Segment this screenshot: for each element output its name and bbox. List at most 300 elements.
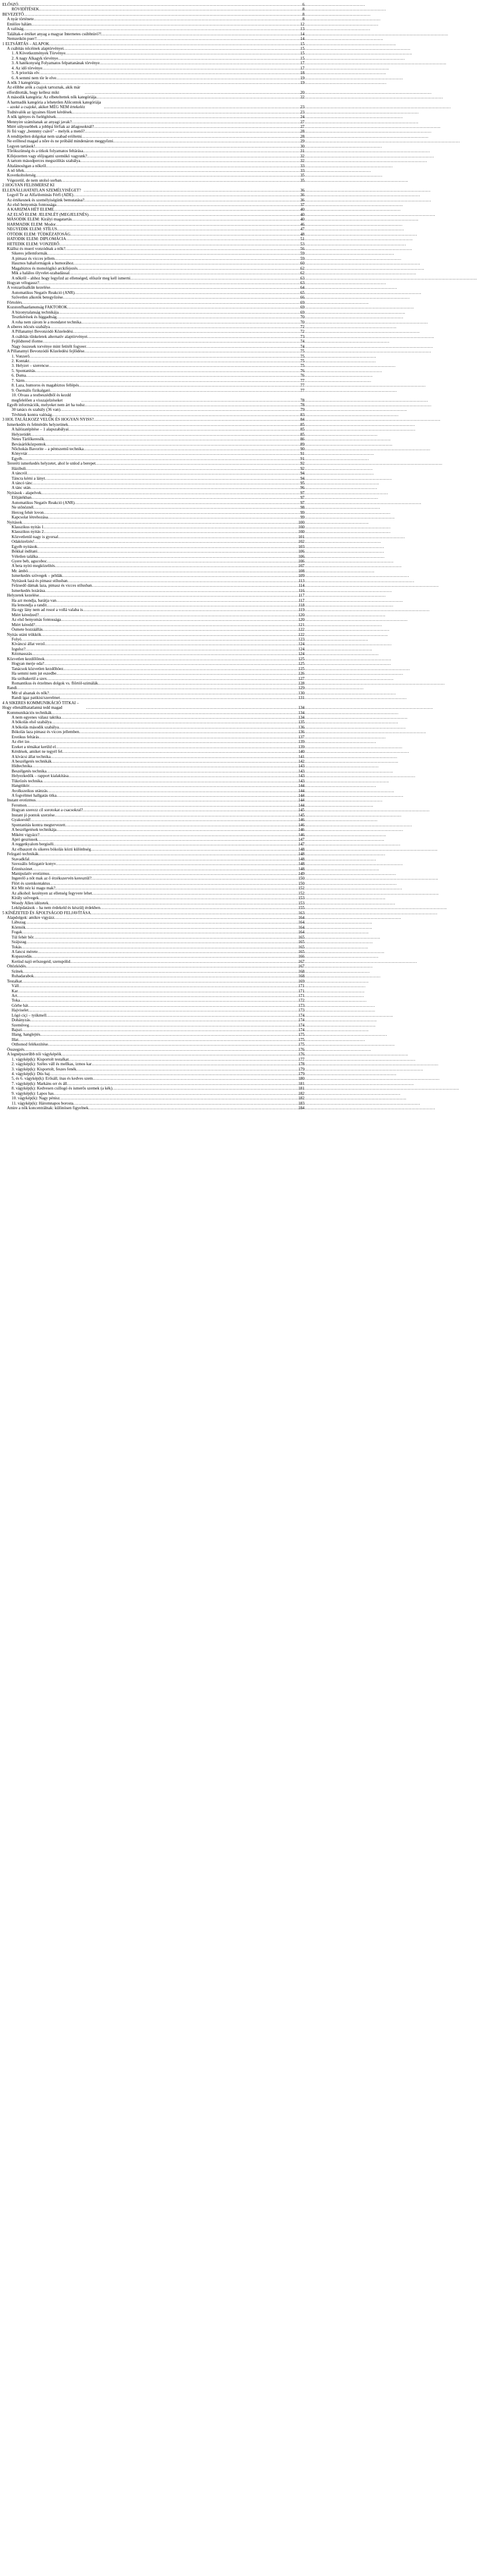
toc-entry-page-number: 69 (300, 310, 304, 315)
toc-leader-dots (94, 417, 298, 422)
toc-entry[interactable] (0, 501, 307, 505)
toc-entry[interactable] (0, 510, 307, 515)
toc-entry[interactable] (0, 871, 307, 876)
toc-leader-dots (31, 495, 298, 500)
toc-entry[interactable] (0, 818, 307, 822)
toc-entry[interactable] (0, 159, 307, 163)
toc-entry[interactable] (0, 959, 307, 964)
toc-entry-page-number: 130 (298, 690, 304, 695)
toc-entry[interactable] (0, 442, 307, 447)
toc-entry[interactable] (0, 735, 307, 739)
toc-leader-dots (38, 544, 298, 549)
toc-entry-title: Sikeres jellemformák (12, 251, 47, 256)
toc-entry[interactable] (0, 66, 307, 71)
toc-entry-page-number: 84 (300, 417, 304, 422)
toc-entry[interactable] (0, 22, 307, 27)
toc-entry[interactable] (0, 344, 307, 349)
toc-entry[interactable] (0, 71, 307, 75)
toc-entry[interactable] (0, 803, 307, 808)
toc-entry[interactable] (0, 349, 307, 354)
toc-entry[interactable] (0, 637, 307, 642)
toc-entry-page-number: 129 (298, 686, 304, 691)
toc-entry[interactable] (0, 857, 307, 862)
toc-entry[interactable] (0, 46, 307, 51)
toc-entry[interactable] (0, 359, 307, 363)
toc-leader-dots (39, 896, 298, 900)
toc-entry[interactable] (0, 515, 307, 520)
toc-entry-title: Kapcsolat létrehozása (12, 515, 48, 520)
toc-leader-dots (54, 207, 298, 212)
toc-entry[interactable] (0, 451, 307, 456)
toc-entry-page-number: 119 (298, 608, 304, 613)
toc-entry-title: 3 HOL TALÁLKOZZ VELÜK ÉS HOGYAN NYISS? (2, 417, 94, 422)
toc-entry[interactable] (0, 603, 307, 608)
toc-entry[interactable] (0, 466, 307, 471)
toc-entry-title: 11. vágykép(k): Háromnapos borosta (12, 1101, 74, 1106)
toc-entry[interactable] (0, 525, 307, 529)
toc-entry[interactable] (0, 954, 307, 959)
toc-entry[interactable] (0, 579, 307, 583)
toc-entry[interactable] (0, 827, 307, 832)
toc-entry[interactable] (0, 256, 307, 261)
toc-entry[interactable] (0, 491, 307, 495)
toc-entry-title: Tévhitek kontra valóság (12, 412, 52, 417)
toc-entry[interactable] (0, 447, 307, 451)
toc-leader-dots (43, 510, 298, 515)
toc-entry[interactable] (0, 608, 307, 612)
toc-leader-dots (28, 1008, 298, 1013)
toc-entry-title: Egyéb (12, 456, 23, 461)
toc-entry[interactable] (0, 720, 307, 724)
toc-entry[interactable] (0, 320, 307, 325)
toc-entry[interactable] (0, 535, 307, 539)
toc-entry[interactable] (0, 993, 307, 998)
toc-entry[interactable] (0, 989, 307, 993)
toc-entry[interactable] (0, 149, 307, 153)
toc-entry[interactable] (0, 886, 307, 890)
toc-entry[interactable] (0, 227, 307, 231)
toc-leader-dots (38, 554, 298, 559)
toc-entry[interactable] (0, 647, 307, 652)
toc-entry[interactable] (0, 134, 307, 139)
toc-entry-title: Ha lemondja a randit (12, 602, 47, 608)
toc-entry[interactable] (0, 198, 307, 203)
toc-entry[interactable] (0, 100, 307, 110)
toc-entry[interactable] (0, 85, 307, 95)
toc-entry[interactable] (0, 437, 307, 441)
toc-entry-page-number: 163 (298, 910, 304, 915)
toc-entry[interactable] (0, 222, 307, 227)
toc-entry[interactable] (0, 588, 307, 593)
toc-entry[interactable] (0, 901, 307, 906)
toc-entry[interactable] (0, 691, 307, 695)
toc-entry[interactable] (0, 17, 307, 21)
toc-entry[interactable] (0, 783, 307, 788)
toc-leader-dots (46, 442, 298, 447)
toc-entry-title: 1. Vonzerő (12, 354, 30, 359)
toc-entry[interactable] (0, 964, 307, 969)
toc-entry[interactable] (0, 300, 307, 305)
toc-entry[interactable] (0, 178, 307, 183)
toc-entry[interactable] (0, 339, 307, 344)
toc-entry-title: A roha nem zárom le a mondatot technika (12, 319, 82, 325)
toc-entry[interactable] (0, 168, 307, 173)
toc-entry[interactable] (0, 1047, 307, 1052)
toc-entry[interactable] (0, 998, 307, 1003)
toc-entry[interactable] (0, 676, 307, 681)
toc-leader-dots (101, 32, 298, 36)
toc-entry[interactable] (0, 974, 307, 978)
toc-entry-title: Odaközelzés! (12, 539, 35, 544)
toc-entry[interactable] (0, 295, 307, 300)
toc-entry[interactable] (0, 520, 307, 525)
toc-entry[interactable] (0, 701, 307, 711)
toc-entry[interactable] (0, 876, 307, 881)
toc-entry[interactable] (0, 842, 307, 847)
toc-entry-title: A siberes nőcsés szabálya (7, 324, 50, 329)
toc-entry[interactable] (0, 661, 307, 666)
toc-entry[interactable] (0, 1018, 307, 1022)
toc-entry[interactable] (0, 1028, 307, 1032)
toc-entry[interactable] (0, 2, 307, 7)
toc-entry[interactable] (0, 549, 307, 554)
toc-entry[interactable] (0, 481, 307, 485)
toc-entry[interactable] (0, 945, 307, 950)
toc-entry[interactable] (0, 681, 307, 686)
toc-entry[interactable] (0, 544, 307, 549)
toc-entry[interactable] (0, 769, 307, 774)
toc-entry[interactable] (0, 51, 307, 56)
toc-entry-title: Mr. ámbó (12, 568, 28, 573)
toc-entry[interactable] (0, 383, 307, 388)
toc-entry[interactable] (0, 1052, 307, 1057)
toc-entry[interactable] (0, 896, 307, 900)
toc-leader-dots (67, 1081, 298, 1086)
toc-entry[interactable] (0, 862, 307, 866)
toc-entry[interactable] (0, 1091, 307, 1096)
toc-entry[interactable] (0, 251, 307, 256)
toc-entry[interactable] (0, 969, 307, 974)
toc-entry[interactable] (0, 1057, 307, 1062)
toc-entry[interactable] (0, 598, 307, 603)
toc-entry[interactable] (0, 671, 307, 676)
toc-entry[interactable] (0, 925, 307, 930)
toc-entry[interactable] (0, 1081, 307, 1086)
toc-entry-title: Legyen tartások! (7, 143, 35, 149)
toc-leader-dots (52, 711, 298, 715)
toc-entry[interactable] (0, 739, 307, 744)
toc-entry[interactable] (0, 617, 307, 622)
toc-entry-title: Tokás (12, 944, 22, 950)
toc-entry-title: Apró gesztusok (12, 837, 38, 842)
toc-entry-title: HARMADIK ELEM: Modor (7, 222, 56, 227)
toc-entry-page-number: 17 (300, 65, 304, 71)
toc-leader-dots (45, 476, 298, 481)
toc-leader-dots (34, 505, 298, 510)
toc-entry[interactable] (0, 422, 307, 427)
toc-entry-title: Flört és szemkontaktus (12, 881, 50, 886)
toc-entry-page-number: 143 (298, 774, 304, 779)
toc-entry[interactable] (0, 56, 307, 61)
toc-entry-page-number: 99 (300, 515, 304, 520)
toc-leader-dots (72, 120, 298, 124)
toc-entry[interactable] (0, 334, 307, 339)
toc-entry[interactable] (0, 32, 307, 36)
toc-entry[interactable] (0, 290, 307, 295)
toc-entry[interactable] (0, 471, 307, 476)
toc-entry-page-number: 77 (300, 388, 304, 393)
toc-entry[interactable] (0, 1008, 307, 1013)
toc-entry[interactable] (0, 110, 307, 115)
toc-entry[interactable] (0, 388, 307, 393)
toc-entry[interactable] (0, 950, 307, 954)
toc-entry-page-number: 148 (298, 856, 304, 862)
toc-entry-title: Ha egy lány nem ad rosoé a vollá valaba is (12, 608, 83, 613)
toc-entry[interactable] (0, 749, 307, 754)
toc-entry-title: 4. vágykép(k): Dús haj (12, 1071, 50, 1076)
toc-entry[interactable] (0, 1096, 307, 1101)
toc-entry[interactable] (0, 76, 307, 80)
toc-entry[interactable] (0, 623, 307, 627)
toc-entry[interactable] (0, 154, 307, 159)
toc-entry-page-number: 100 (298, 529, 304, 535)
toc-entry[interactable] (0, 354, 307, 359)
toc-entry-title: A Pillanatnyi Bevonzódó Közeledési (12, 329, 73, 334)
toc-entry[interactable] (0, 95, 307, 100)
toc-entry[interactable] (0, 80, 307, 85)
toc-entry[interactable] (0, 427, 307, 432)
toc-entry[interactable] (0, 1072, 307, 1076)
toc-entry[interactable] (0, 232, 307, 237)
toc-entry[interactable] (0, 1086, 307, 1091)
toc-entry[interactable] (0, 695, 307, 700)
toc-entry[interactable] (0, 823, 307, 827)
toc-entry[interactable] (0, 369, 307, 373)
toc-entry[interactable] (0, 1037, 307, 1042)
toc-entry[interactable] (0, 911, 307, 915)
toc-leader-dots (24, 168, 298, 173)
toc-entry[interactable] (0, 325, 307, 329)
toc-entry[interactable] (0, 559, 307, 564)
toc-entry[interactable] (0, 847, 307, 852)
toc-entry[interactable] (0, 1062, 307, 1066)
toc-entry[interactable] (0, 813, 307, 818)
toc-entry[interactable] (0, 564, 307, 568)
toc-entry[interactable] (0, 759, 307, 764)
toc-entry[interactable] (0, 613, 307, 617)
toc-leader-dots (32, 481, 298, 485)
toc-entry[interactable] (0, 139, 307, 143)
toc-entry[interactable] (0, 485, 307, 490)
toc-entry-title: 2. Kontakt (12, 359, 30, 364)
toc-entry-page-number: 56 (300, 246, 304, 251)
toc-entry[interactable] (0, 764, 307, 768)
toc-leader-dots (26, 466, 298, 471)
toc-entry[interactable] (0, 495, 307, 500)
toc-entry[interactable] (0, 1076, 307, 1081)
toc-entry[interactable] (0, 1067, 307, 1072)
toc-entry[interactable] (0, 881, 307, 886)
toc-entry[interactable] (0, 285, 307, 290)
toc-entry[interactable] (0, 246, 307, 251)
toc-entry[interactable] (0, 755, 307, 759)
toc-entry[interactable] (0, 984, 307, 988)
toc-entry[interactable] (0, 730, 307, 734)
toc-entry[interactable] (0, 207, 307, 212)
toc-entry[interactable] (0, 315, 307, 319)
toc-entry[interactable] (0, 461, 307, 466)
toc-entry[interactable] (0, 979, 307, 984)
toc-entry-page-number: 36 (300, 187, 304, 193)
toc-leader-dots (27, 471, 298, 476)
toc-leader-dots (89, 212, 298, 217)
toc-entry-title: Véletlen találka (12, 554, 38, 559)
toc-entry[interactable] (0, 642, 307, 646)
toc-entry[interactable] (0, 789, 307, 793)
toc-entry[interactable] (0, 36, 307, 41)
toc-entry[interactable] (0, 745, 307, 749)
toc-entry[interactable] (0, 793, 307, 798)
toc-entry[interactable] (0, 906, 307, 910)
toc-entry[interactable] (0, 373, 307, 378)
toc-entry[interactable] (0, 305, 307, 310)
toc-entry[interactable] (0, 261, 307, 266)
toc-entry[interactable] (0, 779, 307, 783)
toc-entry[interactable] (0, 164, 307, 168)
toc-entry[interactable] (0, 432, 307, 437)
toc-entry[interactable] (0, 529, 307, 534)
toc-entry[interactable] (0, 7, 307, 12)
toc-entry-page-number: 146 (298, 832, 304, 837)
toc-leader-dots (47, 789, 298, 793)
toc-leader-dots (56, 745, 298, 749)
toc-entry[interactable] (0, 920, 307, 925)
toc-entry-title: 2 HOGYAN FELISMERSZ KI ELLENÁLLHATATLAN SZEMÉLYISÉGET? (2, 183, 81, 193)
toc-entry-page-number: 15 (300, 56, 304, 61)
toc-entry[interactable] (0, 276, 307, 281)
toc-entry-title: Ha szóbakerül a szex (12, 676, 47, 681)
toc-entry-page-number: 107 (298, 564, 304, 569)
toc-entry[interactable] (0, 725, 307, 730)
toc-entry[interactable] (0, 1106, 307, 1110)
toc-entry[interactable] (0, 891, 307, 896)
toc-entry-page-number: 165 (298, 934, 304, 940)
toc-entry[interactable] (0, 476, 307, 481)
toc-entry[interactable] (0, 1003, 307, 1008)
toc-entry[interactable] (0, 686, 307, 690)
toc-entry[interactable] (0, 837, 307, 842)
toc-entry[interactable] (0, 711, 307, 715)
toc-leader-dots (32, 764, 298, 768)
toc-entry[interactable] (0, 120, 307, 124)
toc-entry-title: Könyvtár (12, 451, 28, 457)
toc-entry-page-number: 15 (300, 41, 304, 46)
toc-entry[interactable] (0, 12, 307, 17)
toc-entry[interactable] (0, 915, 307, 920)
toc-entry[interactable] (0, 715, 307, 720)
toc-entry[interactable] (0, 271, 307, 275)
toc-entry-title: A tartom másodperces megszólítás szabálya (7, 159, 80, 164)
toc-entry[interactable] (0, 1023, 307, 1028)
toc-entry[interactable] (0, 583, 307, 588)
toc-entry[interactable] (0, 554, 307, 559)
toc-entry[interactable] (0, 407, 307, 412)
toc-entry[interactable] (0, 573, 307, 578)
toc-entry[interactable] (0, 852, 307, 856)
toc-leader-dots (48, 515, 298, 520)
toc-entry[interactable] (0, 667, 307, 671)
toc-entry[interactable] (0, 1013, 307, 1018)
toc-entry[interactable] (0, 457, 307, 461)
toc-entry-page-number: 76 (300, 373, 304, 378)
toc-entry[interactable] (0, 774, 307, 778)
toc-entry[interactable] (0, 266, 307, 271)
toc-entry[interactable] (0, 1101, 307, 1106)
toc-entry[interactable] (0, 173, 307, 178)
toc-entry[interactable] (0, 378, 307, 383)
toc-entry-page-number: 99 (300, 510, 304, 515)
toc-entry[interactable] (0, 363, 307, 368)
toc-entry-page-number: 35 (300, 178, 304, 183)
toc-entry[interactable] (0, 403, 307, 407)
toc-entry[interactable] (0, 183, 307, 193)
toc-entry[interactable] (0, 935, 307, 940)
toc-entry[interactable] (0, 930, 307, 934)
toc-entry-page-number: 72 (300, 324, 304, 329)
toc-leader-dots (27, 451, 298, 456)
toc-entry-page-number: 177 (298, 1057, 304, 1062)
toc-entry[interactable] (0, 329, 307, 334)
toc-entry[interactable] (0, 417, 307, 422)
toc-entry[interactable] (0, 627, 307, 632)
toc-entry[interactable] (0, 632, 307, 637)
toc-entry[interactable] (0, 242, 307, 246)
toc-leader-dots (32, 652, 298, 656)
toc-entry-page-number: 165 (298, 950, 304, 955)
toc-entry[interactable] (0, 1042, 307, 1047)
toc-entry[interactable] (0, 1032, 307, 1037)
toc-leader-dots (113, 139, 298, 143)
toc-entry[interactable] (0, 124, 307, 129)
toc-entry[interactable] (0, 657, 307, 661)
toc-entry[interactable] (0, 310, 307, 315)
toc-entry-page-number: 141 (298, 754, 304, 759)
toc-entry[interactable] (0, 798, 307, 803)
toc-entry[interactable] (0, 393, 307, 403)
toc-entry[interactable] (0, 539, 307, 544)
toc-entry[interactable] (0, 144, 307, 149)
toc-entry[interactable] (0, 217, 307, 222)
toc-entry[interactable] (0, 652, 307, 656)
toc-entry-page-number: 144 (298, 798, 304, 803)
toc-entry[interactable] (0, 129, 307, 134)
toc-entry[interactable] (0, 940, 307, 944)
toc-entry[interactable] (0, 27, 307, 31)
toc-entry[interactable] (0, 281, 307, 285)
toc-entry[interactable] (0, 808, 307, 812)
toc-entry[interactable] (0, 833, 307, 837)
toc-entry[interactable] (0, 237, 307, 241)
toc-entry[interactable] (0, 505, 307, 510)
toc-entry[interactable] (0, 61, 307, 65)
toc-entry[interactable] (0, 569, 307, 573)
toc-entry[interactable] (0, 193, 307, 197)
toc-entry[interactable] (0, 593, 307, 598)
toc-entry[interactable] (0, 42, 307, 46)
toc-entry[interactable] (0, 867, 307, 871)
toc-entry[interactable] (0, 115, 307, 119)
toc-leader-dots (79, 383, 298, 388)
